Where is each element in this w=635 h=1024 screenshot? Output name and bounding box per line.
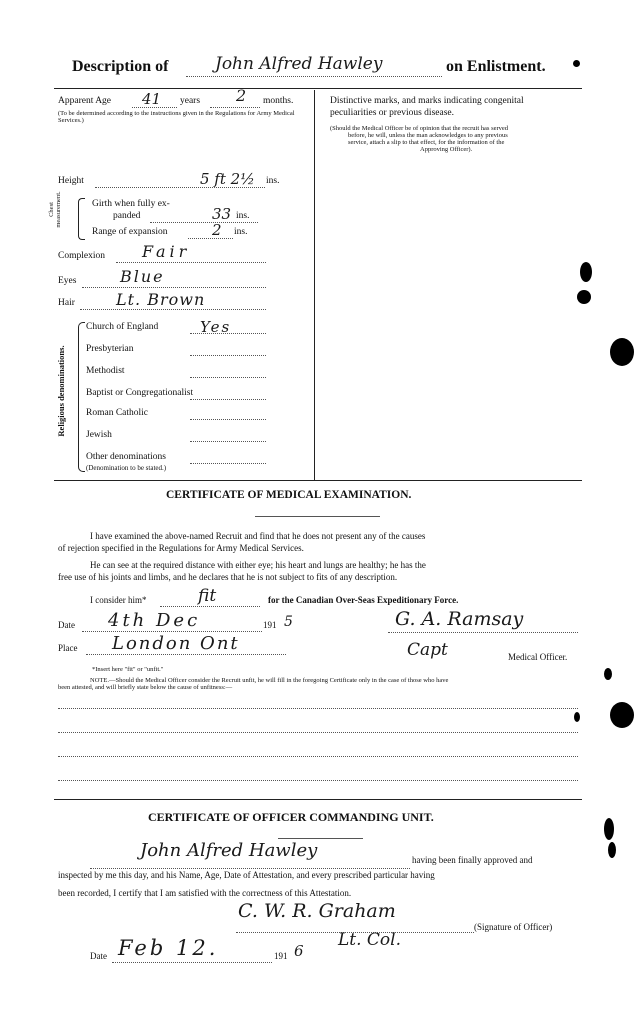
marks-title-1: Distinctive marks, and marks indicating congenital [330,96,524,106]
complexion-label: Complexion [58,251,105,261]
hair-value: Lt. Brown [116,290,206,309]
unfit-line-1 [58,708,578,709]
medical-para1-line1: I have examined the above-named Recruit and find that he does not present any of the causes [90,531,426,541]
unfit-line-4 [58,780,578,781]
insert-note: *Insert here "fit" or "unfit." [92,666,164,673]
denomination-label: Presbyterian [86,344,134,354]
approved-text: having been finally approved and [412,855,533,865]
marks-title-2: peculiarities or previous disease. [330,108,454,118]
binding-hole [610,702,634,728]
age-note-text: (To be determined according to the instructions given in the Regulations for Army Medical Services.) [58,110,295,124]
apparent-age-label: Apparent Age [58,96,112,106]
denomination-label: Jewish [86,430,112,440]
officer-para-line1: inspected by me this day, and his Name, Age, Date of Attestation, and every prescribed particular having [58,870,435,880]
enlistee-name: John Alfred Hawley [215,54,383,74]
medical-officer-signature: G. A. Ramsay [395,608,524,630]
officer-para-line2: been recorded, I certify that I am satisfied with the correctness of this Attestation. [58,888,352,898]
denomination-label: Methodist [86,366,125,376]
medical-officer-rank: Capt [407,640,448,660]
place-value: London Ont [112,633,240,654]
force-label: for the Canadian Over-Seas Expeditionary Force. [268,595,459,605]
range-label: Range of expansion [92,227,168,237]
girth-dots [150,222,258,223]
ink-spot [574,712,580,722]
hair-dots [80,309,266,310]
denomination-dots [190,441,266,442]
eyes-value: Blue [120,267,165,286]
ink-spot [604,818,614,840]
officer-date-dots [112,962,272,963]
officer-enlistee-name: John Alfred Hawley [140,840,318,861]
years-label: years [180,96,201,106]
unfit-line-3 [58,756,578,757]
header-suffix: on Enlistment. [446,58,546,75]
medical-top-rule [54,480,582,481]
hair-label: Hair [58,298,75,308]
religion-label: Religious denominations. [56,345,66,437]
chest-brace [78,198,85,240]
column-divider [314,90,315,480]
officer-year-digit: 6 [294,942,304,960]
medical-title-rule [255,516,380,517]
ink-spot [580,262,592,282]
complexion-dots [116,262,266,263]
medical-year-digit: 5 [284,614,293,630]
medical-para1-line2: of rejection specified in the Regulations for Army Medical Services. [58,543,304,553]
officer-title: CERTIFICATE OF OFFICER COMMANDING UNIT. [148,810,434,824]
ink-spot [604,668,612,680]
chest-label: Chest measurement. [48,191,62,228]
denomination-dots [190,419,266,420]
medical-date-label: Date [58,620,75,630]
height-ins-label: ins. [266,176,280,186]
header-dots [186,76,442,77]
complexion-value: Fair [142,242,191,261]
officer-name-dots [90,868,410,869]
ink-spot [573,60,580,67]
denomination-label: Other denominations [86,452,166,462]
girth-value: 33 [212,205,232,223]
age-years-value: 41 [142,90,162,108]
height-value: 5 ft 2½ [200,170,255,188]
medical-para2-line1: He can see at the required distance with either eye; his heart and lungs are healthy; he has the [90,560,426,570]
place-label: Place [58,643,78,653]
marks-note-3: service, attach a slip to that effect, for the information of the [348,139,505,146]
denomination-label: Baptist or Congregationalist [86,388,194,398]
height-label: Height [58,176,84,186]
commanding-officer-rank: Lt. Col. [338,930,402,950]
consider-dots [160,606,260,607]
girth-label-2: panded [113,211,141,221]
unfit-note-2: been attested, and will briefly state below the cause of unfitness:— [58,684,233,691]
girth-label-1: Girth when fully ex- [92,199,170,209]
consider-value: fit [198,586,217,606]
denomination-dots [190,355,266,356]
consider-label: I consider him* [90,595,147,605]
header-prefix: Description of [72,58,169,75]
ink-spot [577,290,591,304]
marks-note-1: (Should the Medical Officer be of opinion that the recruit has served [330,125,509,132]
range-value: 2 [212,221,222,239]
medical-date-value: 4th Dec [108,610,201,631]
range-dots [188,238,233,239]
ink-spot [608,842,616,858]
religion-brace [78,322,85,472]
age-note [58,110,308,124]
unfit-line-2 [58,732,578,733]
denomination-label: Roman Catholic [86,408,149,418]
medical-date-dots [82,631,262,632]
medical-title: CERTIFICATE OF MEDICAL EXAMINATION. [166,489,412,501]
signature-of-officer-label: (Signature of Officer) [474,922,553,932]
officer-top-rule [54,799,582,800]
months-dots [210,107,260,108]
medical-signature-dots [388,632,578,633]
place-dots [86,654,286,655]
denomination-dots [190,377,266,378]
eyes-label: Eyes [58,276,77,286]
denomination-label: Church of England [86,322,159,332]
range-unit: ins. [234,227,248,237]
medical-officer-label: Medical Officer. [508,652,568,662]
officer-date-label: Date [90,951,107,961]
top-rule [54,88,582,89]
girth-unit: ins. [236,211,250,221]
denomination-note: (Denomination to be stated.) [86,464,167,472]
binding-hole [610,338,634,366]
marks-note-4: Approving Officer). [420,146,473,153]
eyes-dots [82,287,266,288]
church-of-england-value: Yes [200,318,232,336]
commanding-officer-signature: C. W. R. Graham [238,900,396,922]
officer-year-prefix: 191 [274,951,288,961]
denomination-dots [190,463,266,464]
denomination-dots [190,399,266,400]
officer-title-rule [278,838,363,839]
age-months-value: 2 [236,86,247,105]
unfit-note-1: NOTE.—Should the Medical Officer consider the Recruit unfit, he will fill in the foregoing Certificate only in the case of those who have [90,677,449,684]
months-label: months. [263,96,294,106]
medical-year-prefix: 191 [263,620,277,630]
medical-para2-line2: free use of his joints and limbs, and he declares that he is not subject to fits of any description. [58,572,398,582]
officer-date-value: Feb 12. [118,936,219,960]
marks-note-2: before, he will, unless the man acknowledges to any previous [348,132,508,139]
